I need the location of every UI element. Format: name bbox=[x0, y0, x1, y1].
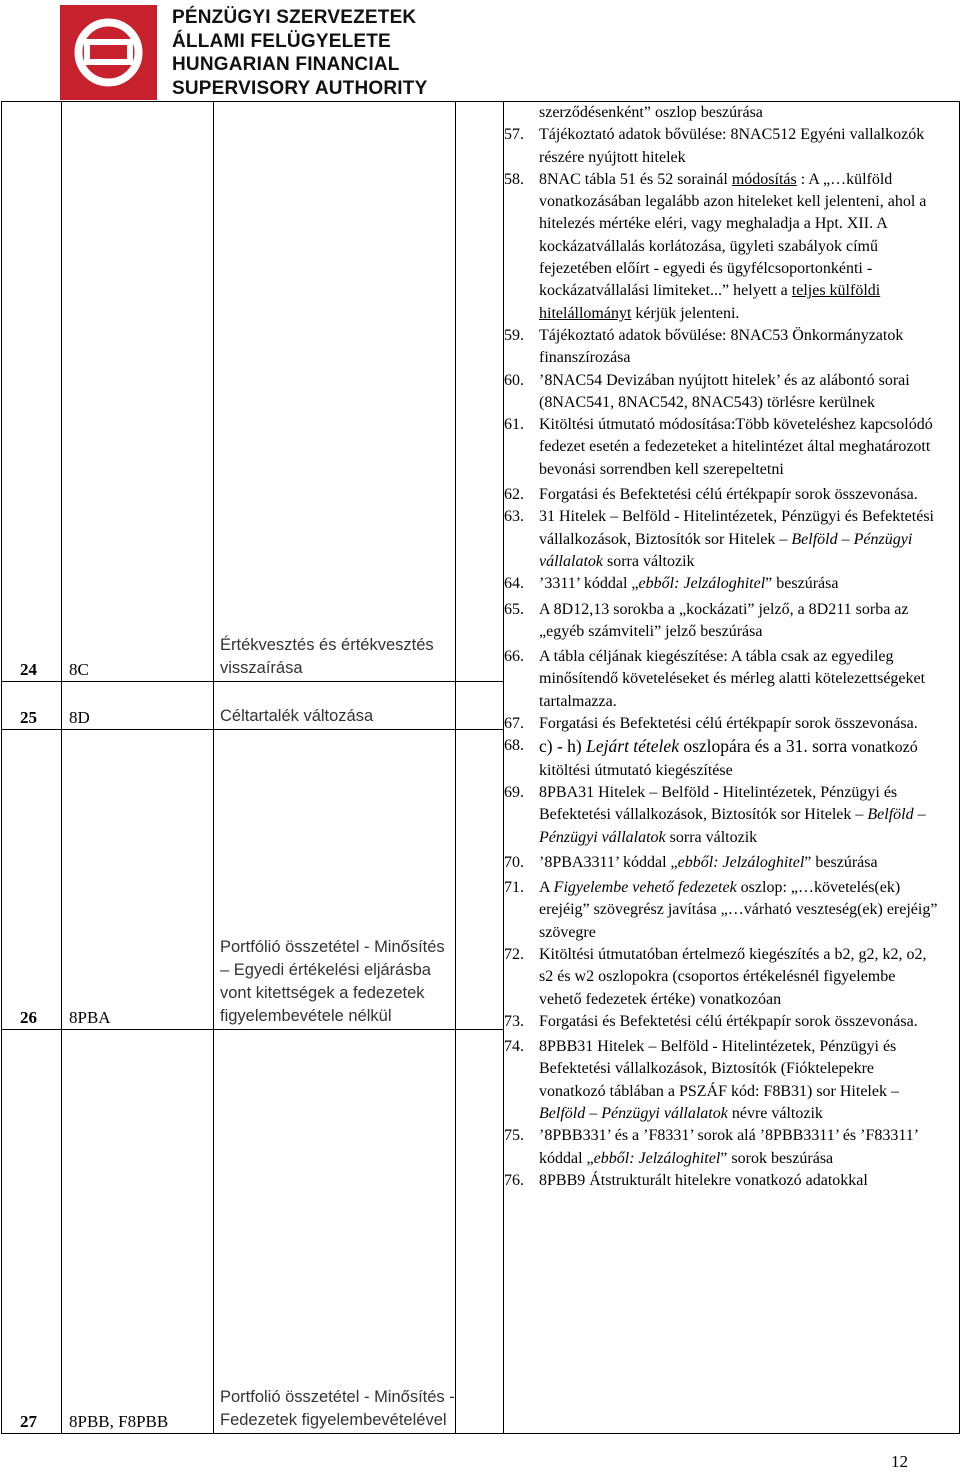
page-number: 12 bbox=[891, 1452, 908, 1471]
org-name-line-2: ÁLLAMI FELÜGYELETE bbox=[172, 30, 391, 52]
table-description: Portfolió összetétel - Minősítés - Fedezetek figyelembevételével bbox=[214, 1030, 456, 1434]
org-name-line-3: HUNGARIAN FINANCIAL bbox=[172, 54, 400, 75]
list-item: 74. 8PBB31 Hitelek – Belföld - Hitelintézetek, Pénzügyi és Befektetési vállalkozások, Biztosítók (Fióktelepekre vonatkozó táblában a PSZÁF kód: F8B31) sor Hitelek – Belföld – Pénzügyi vállalatok névre változik bbox=[504, 1038, 899, 1123]
list-item: 66. A tábla céljának kiegészítése: A tábla csak az egyedileg minősítendő követeléseket és mérleg alatti kötelezettségeket tartalmazza. bbox=[504, 648, 926, 710]
list-item: 73. Forgatási és Befektetési célú értékpapír sorok összevonása. bbox=[504, 1012, 918, 1030]
list-item: 70. ’8PBA3311’ kóddal „ebből: Jelzáloghitel” beszúrása bbox=[504, 853, 878, 871]
row-number: 26 bbox=[2, 730, 62, 1030]
changes-table bbox=[1, 101, 960, 1434]
list-item: 59. Tájékoztató adatok bővülése: 8NAC53 Önkormányzatok finanszírozása bbox=[504, 326, 904, 367]
table-code: 8D bbox=[62, 682, 214, 730]
changes-list bbox=[504, 102, 939, 1192]
whitespace-cell bbox=[456, 1030, 504, 1434]
list-item: 68. c) - h) Lejárt tételek oszlopára és a 31. sorra vonatkozó kitöltési útmutató kiegészítése bbox=[504, 736, 918, 779]
list-item: 71. A Figyelembe vehető fedezetek oszlop: „…követelés(ek) erejéig” szövegrész javítása „…várható veszteség(ek) erejéig” szövegre bbox=[504, 879, 938, 941]
list-item: 67. Forgatási és Befektetési célú értékpapír sorok összevonása. bbox=[504, 715, 918, 733]
table-description: Céltartalék változása bbox=[214, 682, 456, 730]
list-item: 65. A 8D12,13 sorokba a „kockázati” jelző, a 8D211 sorba az „egyéb számviteli” jelző beszúrása bbox=[504, 600, 909, 640]
changes-list-cell bbox=[504, 102, 960, 1434]
list-item: 57. Tájékoztató adatok bővülése: 8NAC512 Egyéni vallalkozók részére nyújtott hitelek bbox=[504, 126, 925, 166]
hungarian-financial-supervisory-authority-logo-icon bbox=[60, 5, 157, 100]
list-item: 76. 8PBB9 Átstrukturált hitelekre vonatkozó adatokkal bbox=[504, 1171, 868, 1189]
list-item: 72. Kitöltési útmutatóban értelmező kiegészítés a b2, g2, k2, o2, s2 és w2 oszlopokra (csoportos értékelésnél figyelembe vehető fedezetek értéke) vonatkozóan bbox=[504, 945, 927, 1008]
table-description: Portfólió összetétel - Minősítés – Egyedi értékelési eljárásba vont kitettségek a fedezetek figyelembevétele nélkül bbox=[214, 730, 456, 1030]
list-item: 61. Kitöltési útmutató módosítása:Több követeléshez kapcsolódó fedezet esetén a fedezeteket a hitelintézet által meghatározott bevonási sorrendben kell szerepeltetni bbox=[504, 416, 933, 478]
table-code: 8C bbox=[62, 102, 214, 682]
table-description: Értékvesztés és értékvesztés visszaírása bbox=[214, 102, 456, 682]
whitespace-cell bbox=[456, 730, 504, 1030]
list-item: 75. ’8PBB331’ és a ’F8331’ sorok alá ’8PBB3311’ és ’F83311’ kóddal „ebből: Jelzáloghitel” sorok beszúrása bbox=[504, 1127, 918, 1167]
row-number: 27 bbox=[2, 1030, 62, 1434]
org-name-line-1: PÉNZÜGYI SZERVEZETEK bbox=[172, 7, 417, 28]
list-item: 60. ’8NAC54 Devizában nyújtott hitelek’ és az alábontó sorai (8NAC541, 8NAC542, 8NAC543) törlésre kerülnek bbox=[504, 371, 910, 411]
table-code: 8PBB, F8PBB bbox=[62, 1030, 214, 1434]
list-item: 69. 8PBA31 Hitelek – Belföld - Hitelintézetek, Pénzügyi és Befektetési vállalkozások, Biztosítók sor Hitelek – Belföld – Pénzügyi vállalatok sorra változik bbox=[504, 783, 926, 846]
organization-name bbox=[172, 6, 427, 100]
list-item: 62. Forgatási és Befektetési célú értékpapír sorok összevonása. bbox=[504, 486, 918, 504]
list-item: 63. 31 Hitelek – Belföld - Hitelintézetek, Pénzügyi és Befektetési vállalkozások, Biztosítók sor Hitelek – Belföld – Pénzügyi vállalatok sorra változik bbox=[504, 508, 934, 570]
list-item: szerződésenként” oszlop beszúrása bbox=[539, 104, 763, 121]
whitespace-cell bbox=[456, 102, 504, 682]
table-row-24 bbox=[2, 102, 960, 682]
whitespace-cell bbox=[456, 682, 504, 730]
authority-logo bbox=[60, 5, 157, 100]
list-item: 58. 8NAC tábla 51 és 52 sorainál módosítás : A „…külföld vonatkozásában legalább azon hiteleket kell jelenteni, ahol a hitelezés mértéke eléri, vagy meghaladja a Hpt. XII. A kockázatvállalás korlátozása, ügyleti szabályok című fejezetében előírt - egyedi és ügyfélcsoportonkénti - kockázatvállalási limiteket...” helyett a teljes külföldi hitelállományt kérjük jelenteni. bbox=[504, 170, 927, 322]
row-number: 25 bbox=[2, 682, 62, 730]
row-number: 24 bbox=[2, 102, 62, 682]
table-code: 8PBA bbox=[62, 730, 214, 1030]
list-item: 64. ’3311’ kóddal „ebből: Jelzáloghitel” beszúrása bbox=[504, 575, 839, 593]
org-name-line-4: SUPERVISORY AUTHORITY bbox=[172, 77, 428, 99]
